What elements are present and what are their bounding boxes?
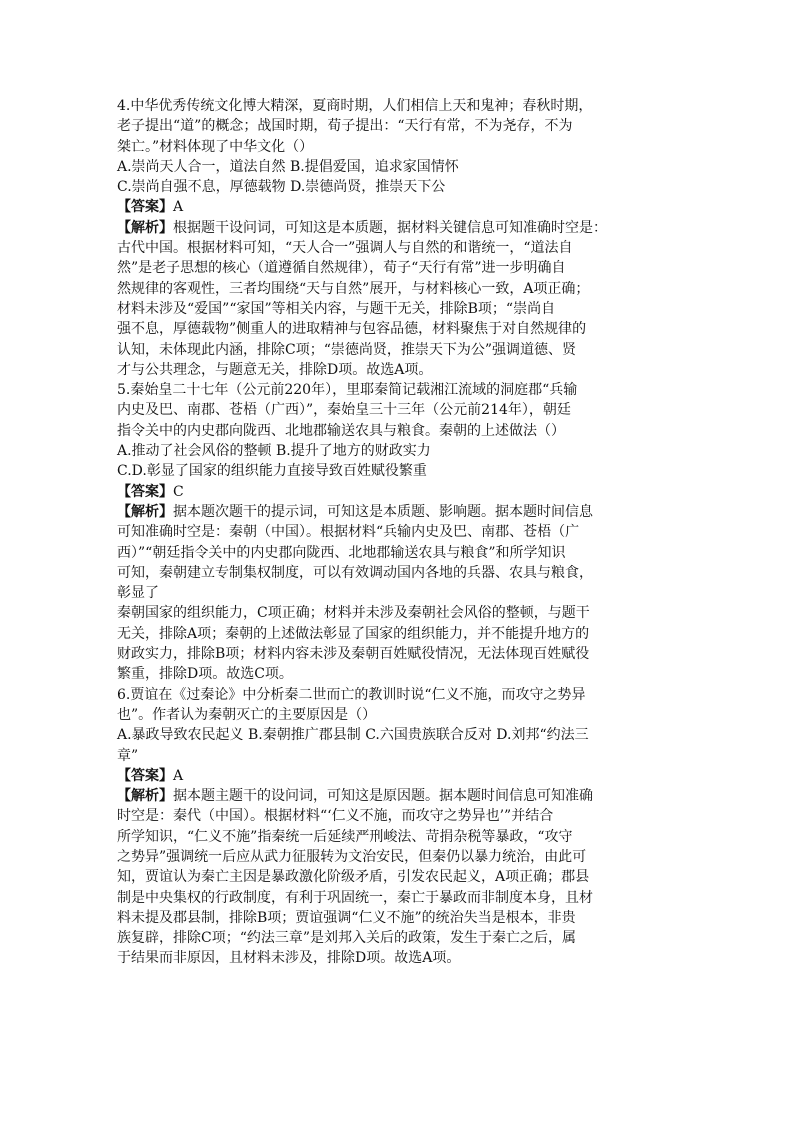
question-option-line: C.D.彰显了国家的组织能力直接导致百姓赋役繁重 [117,463,427,480]
analysis-label: 【解析】 [117,503,173,520]
answer-value: A [173,767,184,784]
analysis-line: 然”是老子思想的核心（道遵循自然规律），荀子“天行有常”进一步明确自 [117,260,566,277]
analysis-line: 强不息，厚德载物”侧重人的进取精神与包容品德，材料聚焦于对自然规律的 [117,321,587,338]
question-stem-line: 4.中华优秀传统文化博大精深，夏商时期，人们相信上天和鬼神；春秋时期， [117,98,593,114]
analysis-label: 【解析】 [117,788,173,805]
answer-line [117,766,677,786]
question-option-line: C.崇尚自强不息，厚德载物 D.崇德尚贤，推崇天下公 [117,179,446,196]
analysis-line: 可知准确时空是：秦朝（中国）。根据材料“兵输内史及巴、南郡、苍梧（广 [117,524,580,541]
analysis-line: 秦朝国家的组织能力，C项正确；材料并未涉及秦朝社会风俗的整顿，与题干 [117,605,590,622]
question-stem-line: 也”。作者认为秦朝灭亡的主要原因是（） [117,706,377,723]
analysis-line: 制是中央集权的行政制度，有利于巩固统一，秦亡于暴政而非制度本身，且材 [117,889,593,906]
answer-value: C [173,483,184,500]
analysis-line: 知，贾谊认为秦亡主因是暴政激化阶级矛盾，引发农民起义，A项正确；郡县 [117,869,590,886]
analysis-line: 料未提及郡县制，排除B项；贾谊强调“仁义不施”的统治失当是根本，非贵 [117,909,576,926]
answer-line [117,197,677,217]
analysis-line [117,502,677,522]
question-option-line: 章” [117,747,139,764]
analysis-line: 彰显了 [117,585,159,602]
question-option-line: A.崇尚天人合一，道法自然 B.提倡爱国，追求家国情怀 [117,158,459,175]
analysis-line: 然规律的客观性，三者均围绕“天与自然”展开，与材料核心一致，A项正确； [117,280,590,297]
answer-value: A [173,199,184,216]
analysis-line: 认知，未体现此内涵，排除C项；“崇德尚贤，推崇天下为公”强调道德、贤 [117,341,577,358]
question-stem-line: 桀亡。”材料体现了中华文化（） [117,138,314,155]
analysis-text: 据本题主题干的设问词，可知这是原因题。据本题时间信息可知准确 [173,788,593,805]
analysis-line: 可知，秦朝建立专制集权制度，可以有效调动国内各地的兵器、农具与粮食， [117,564,593,581]
analysis-line: 财政实力，排除B项；材料内容未涉及秦朝百姓赋役情况，无法体现百姓赋役 [117,646,590,663]
answer-label: 【答案】 [117,767,173,784]
analysis-line [117,218,677,238]
question-stem-line: 指令关中的内史郡向陇西、北地郡输送农具与粮食。秦朝的上述做法（） [117,422,565,439]
question-4 [117,96,677,380]
analysis-text: 据本题次题干的提示词，可知这是本质题、影响题。据本题时间信息 [173,503,593,520]
analysis-line: 所学知识，“仁义不施”指秦统一后延续严刑峻法、苛捐杂税等暴政，“攻守 [117,828,573,845]
analysis-line: 繁重，排除D项。故选C项。 [117,666,293,683]
analysis-line [117,786,677,806]
answer-label: 【答案】 [117,483,173,500]
question-option-line: A.暴政导致农民起义 B.秦朝推广郡县制 C.六国贵族联合反对 D.刘邦“约法三 [117,727,589,744]
analysis-line: 材料未涉及“爱国”“家国”等相关内容，与题干无关，排除B项；“崇尚自 [117,300,556,317]
question-6 [117,685,677,969]
question-stem-line: 老子提出“道”的概念；战国时期，荀子提出：“天行有常，不为尧存，不为 [117,118,573,135]
analysis-line: 族复辟，排除C项；“约法三章”是刘邦入关后的政策，发生于秦亡之后，属 [117,930,577,947]
question-stem-line: 6.贾谊在《过秦论》中分析秦二世而亡的教训时说“仁义不施，而攻守之势异 [117,686,586,703]
analysis-label: 【解析】 [117,219,173,236]
answer-label: 【答案】 [117,199,173,216]
analysis-text: 根据题干设问词，可知这是本质题，据材料关键信息可知准确时空是： [173,219,607,236]
analysis-line: 西）”“朝廷指令关中的内史郡向陇西、北地郡输送农具与粮食”和所学知识 [117,544,566,561]
analysis-line: 无关，排除A项；秦朝的上述做法彰显了国家的组织能力，并不能提升地方的 [117,625,590,642]
question-5 [117,380,677,684]
analysis-line: 之势异”强调统一后应从武力征服转为文治安民，但秦仍以暴力统治，由此可 [117,848,587,865]
analysis-line: 古代中国。根据材料可知，“天人合一”强调人与自然的和谐统一，“道法自 [117,240,573,257]
answer-line [117,482,677,502]
analysis-line: 时空是：秦代（中国）。根据材料“‘仁义不施，而攻守之势异也’”并结合 [117,808,554,825]
question-stem-line: 5.秦始皇二十七年（公元前220年），里耶秦简记载湘江流域的洞庭郡“兵输 [117,382,578,399]
document-page [117,96,677,969]
question-stem-line: 内史及巴、南郡、苍梧（广西）”，秦始皇三十三年（公元前214年），朝廷 [117,402,571,419]
question-option-line: A.推动了社会风俗的整顿 B.提升了地方的财政实力 [117,443,431,460]
analysis-line: 于结果而非原因，且材料未涉及，排除D项。故选A项。 [117,950,461,967]
analysis-line: 才与公共理念，与题意无关，排除D项。故选A项。 [117,361,433,378]
